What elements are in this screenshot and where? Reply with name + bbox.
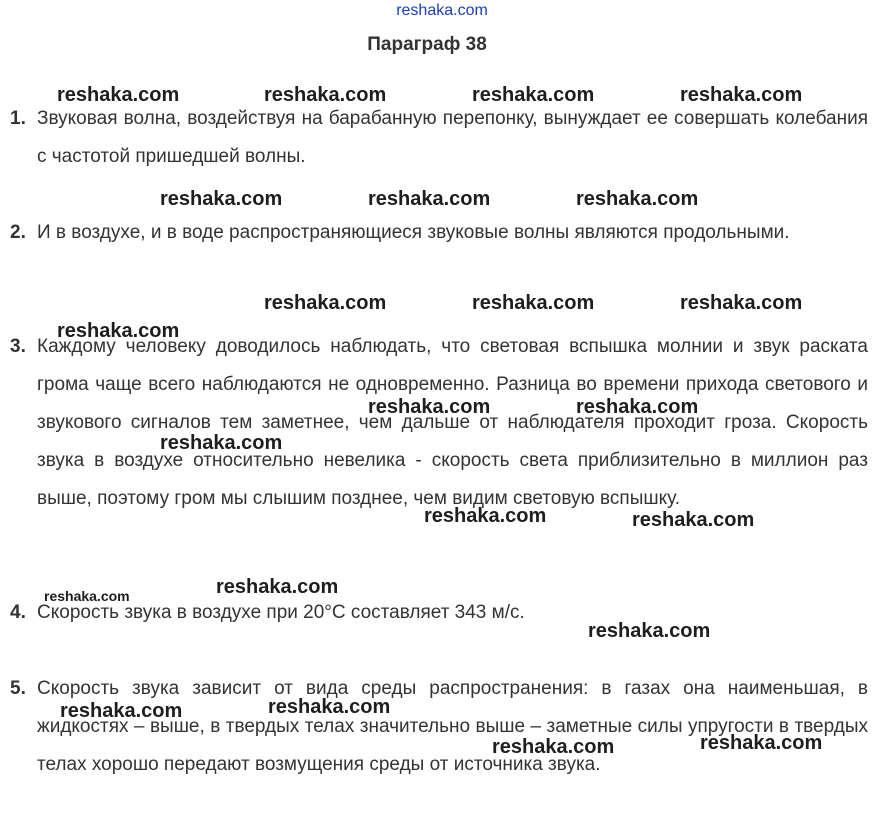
watermark: reshaka.com <box>632 509 755 531</box>
watermark: reshaka.com <box>700 732 823 754</box>
answer-5 <box>10 670 868 784</box>
watermark: reshaka.com <box>368 396 491 418</box>
watermark: reshaka.com <box>264 292 387 314</box>
watermark: reshaka.com <box>57 84 180 106</box>
answer-text: Скорость звука в воздухе при 20°С составляет 343 м/с. <box>37 602 525 623</box>
watermark: reshaka.com <box>160 188 283 210</box>
page-title: Параграф 38 <box>367 34 487 55</box>
watermark: reshaka.com <box>44 588 130 604</box>
answer-text: Каждому человеку доводилось наблюдать, что световая вспышка молнии и звук раската грома чаще всего наблюдаются не одновременно. Разница во времени прихода светового и звукового сигналов тем заметнее, чем дальше от наблюдателя проходит гроза. Скорость звука в воздухе относительно невелика - скорость света приблизительно в миллион раз выше, поэтому гром мы слышим позднее, чем видим световую вспышку. <box>37 336 868 509</box>
answer-1 <box>10 100 868 176</box>
answer-4 <box>10 594 868 632</box>
watermark: reshaka.com <box>424 505 547 527</box>
watermark: reshaka.com <box>264 84 387 106</box>
answer-text: Скорость звука зависит от вида среды распространения: в газах она наименьшая, в жидкостях – выше, в твердых телах значительно выше – заметные силы упругости в твердых телах хорошо передают возмущения среды от источника звука. <box>37 678 868 775</box>
site-header-watermark: reshaka.com <box>396 2 488 19</box>
watermark: reshaka.com <box>472 84 595 106</box>
watermark: reshaka.com <box>492 736 615 758</box>
watermark: reshaka.com <box>472 292 595 314</box>
watermark: reshaka.com <box>160 432 283 454</box>
answer-text: И в воздухе, и в воде распространяющиеся звуковые волны являются продольными. <box>37 222 790 243</box>
watermark: reshaka.com <box>216 576 339 598</box>
watermark: reshaka.com <box>588 620 711 642</box>
watermark: reshaka.com <box>576 188 699 210</box>
answer-number: 1. <box>10 108 26 129</box>
answer-number: 2. <box>10 222 26 243</box>
answer-number: 3. <box>10 336 26 357</box>
answer-3 <box>10 328 868 518</box>
watermark: reshaka.com <box>368 188 491 210</box>
answer-number: 4. <box>10 602 26 623</box>
answer-2 <box>10 214 868 252</box>
answer-text: Звуковая волна, воздействуя на барабанную перепонку, вынуждает ее совершать колебания с частотой пришедшей волны. <box>37 108 868 167</box>
watermark: reshaka.com <box>60 700 183 722</box>
watermark: reshaka.com <box>57 320 180 342</box>
watermark: reshaka.com <box>576 396 699 418</box>
watermark: reshaka.com <box>680 292 803 314</box>
answer-number: 5. <box>10 678 26 699</box>
watermark: reshaka.com <box>680 84 803 106</box>
watermark: reshaka.com <box>268 696 391 718</box>
